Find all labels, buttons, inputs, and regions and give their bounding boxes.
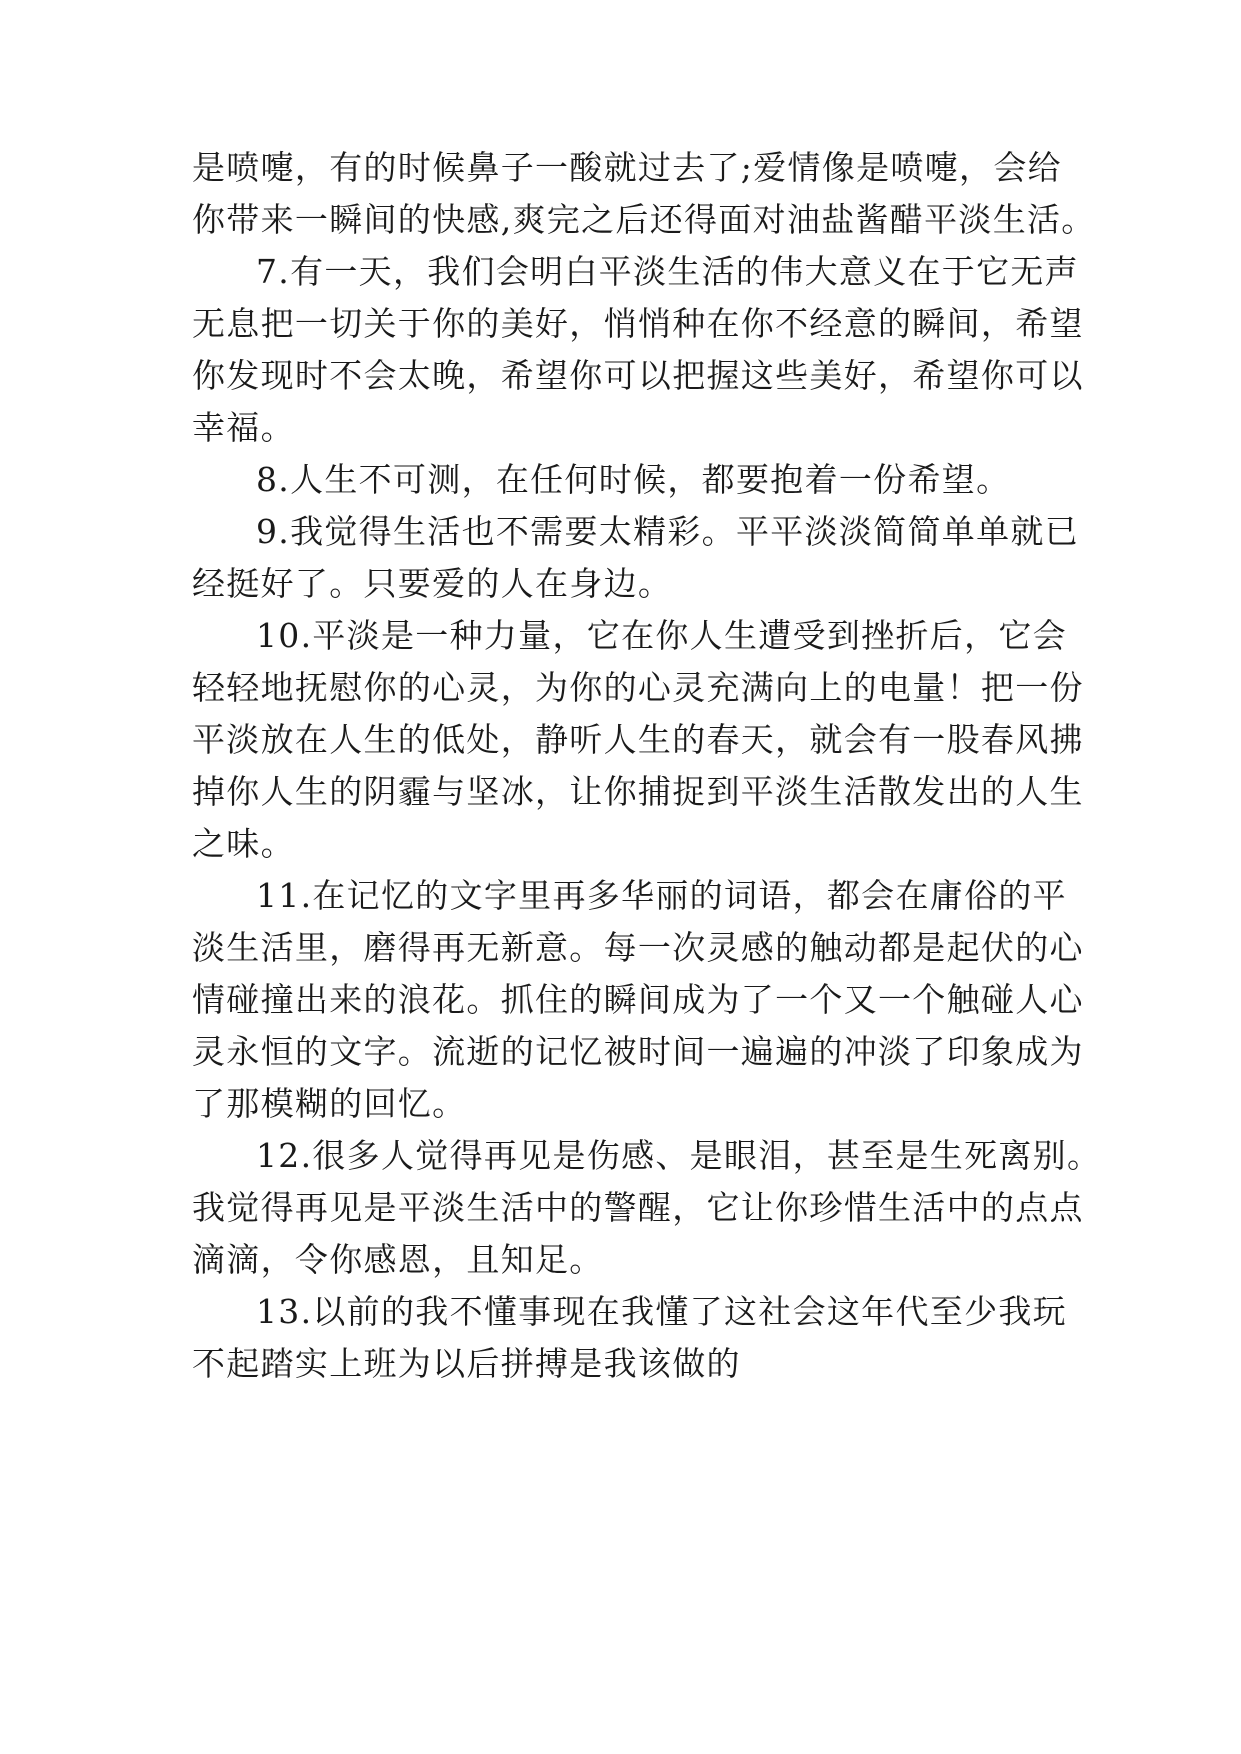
text-line: 11.在记忆的文字里再多华丽的词语，都会在庸俗的平 bbox=[256, 876, 1067, 915]
text-line: 淡生活里，磨得再无新意。每一次灵感的触动都是起伏的心 bbox=[192, 928, 1084, 967]
text-line: 情碰撞出来的浪花。抓住的瞬间成为了一个又一个触碰人心 bbox=[192, 980, 1084, 1019]
text-line: 经挺好了。只要爱的人在身边。 bbox=[192, 564, 673, 603]
text-line: 灵永恒的文字。流逝的记忆被时间一遍遍的冲淡了印象成为 bbox=[192, 1032, 1084, 1071]
text-line: 无息把一切关于你的美好，悄悄种在你不经意的瞬间，希望 bbox=[192, 304, 1084, 343]
text-line: 10.平淡是一种力量，它在你人生遭受到挫折后，它会 bbox=[256, 616, 1067, 655]
text-line: 不起踏实上班为以后拼搏是我该做的 bbox=[192, 1344, 741, 1383]
text-line: 幸福。 bbox=[192, 408, 295, 447]
text-line: 13.以前的我不懂事现在我懂了这社会这年代至少我玩 bbox=[256, 1292, 1067, 1331]
text-line: 12.很多人觉得再见是伤感、是眼泪，甚至是生死离别。 bbox=[256, 1136, 1102, 1175]
text-line: 轻轻地抚慰你的心灵，为你的心灵充满向上的电量！把一份 bbox=[192, 668, 1084, 707]
text-line: 你发现时不会太晚，希望你可以把握这些美好，希望你可以 bbox=[192, 356, 1084, 395]
text-line: 了那模糊的回忆。 bbox=[192, 1084, 467, 1123]
text-line: 7.有一天，我们会明白平淡生活的伟大意义在于它无声 bbox=[256, 252, 1079, 291]
text-line: 平淡放在人生的低处，静听人生的春天，就会有一股春风拂 bbox=[192, 720, 1084, 759]
text-line: 我觉得再见是平淡生活中的警醒，它让你珍惜生活中的点点 bbox=[192, 1188, 1084, 1227]
text-line: 掉你人生的阴霾与坚冰，让你捕捉到平淡生活散发出的人生 bbox=[192, 772, 1084, 811]
text-line: 8.人生不可测，在任何时候，都要抱着一份希望。 bbox=[256, 460, 1011, 499]
text-line: 9.我觉得生活也不需要太精彩。平平淡淡简简单单就已 bbox=[256, 512, 1079, 551]
text-line: 之味。 bbox=[192, 824, 295, 863]
text-line: 滴滴，令你感恩，且知足。 bbox=[192, 1240, 604, 1279]
text-line: 是喷嚏，有的时候鼻子一酸就过去了;爱情像是喷嚏，会给 bbox=[192, 148, 1062, 187]
text-line: 你带来一瞬间的快感,爽完之后还得面对油盐酱醋平淡生活。 bbox=[192, 200, 1096, 239]
